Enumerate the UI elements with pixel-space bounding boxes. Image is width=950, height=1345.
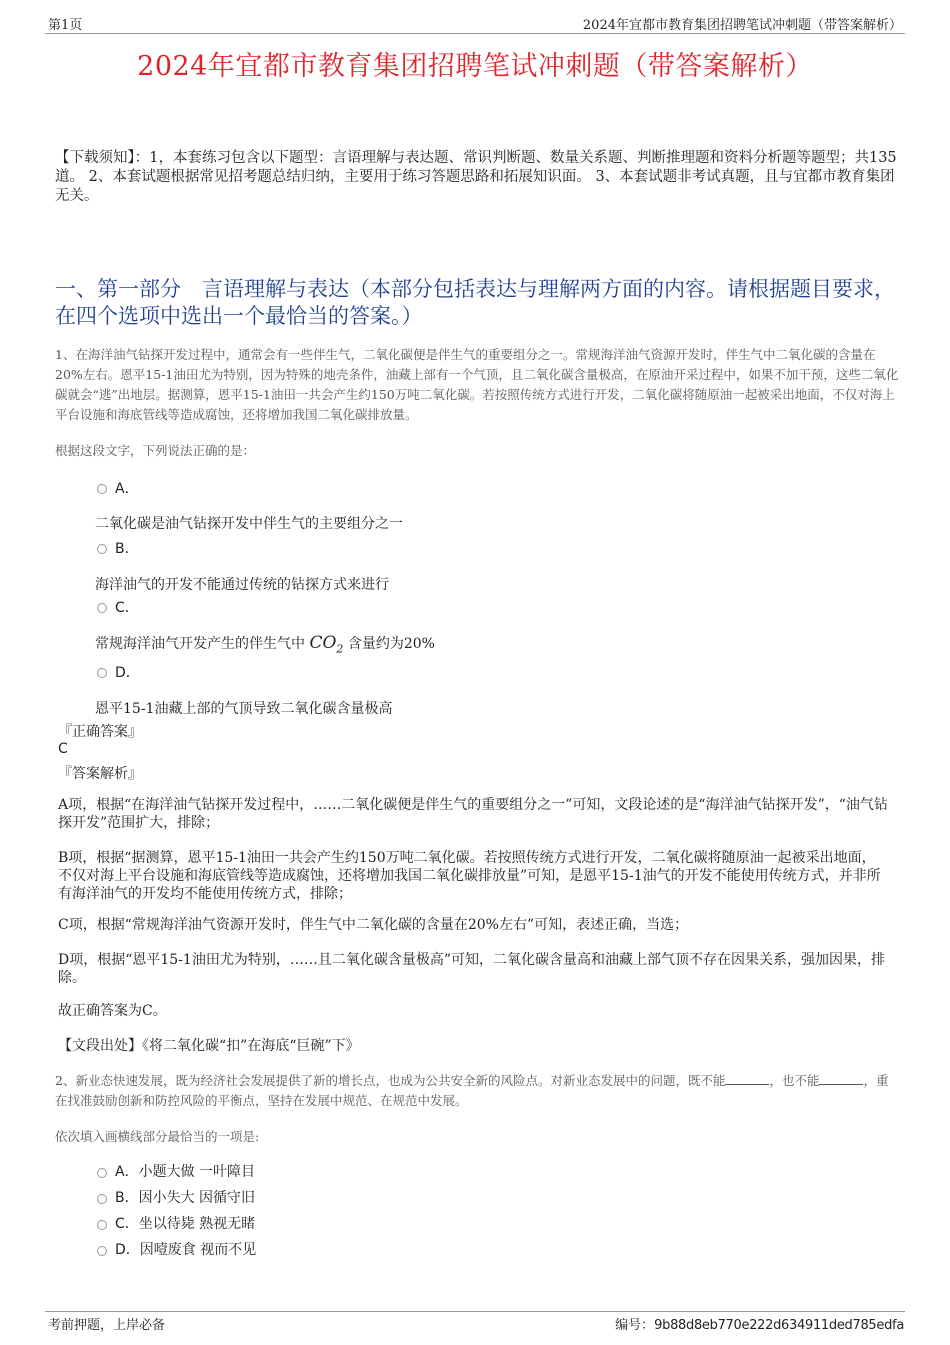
q2-option-d[interactable]: D．因噎废食 视而不见 bbox=[115, 1242, 257, 1258]
answer-heading: 『正确答案』 bbox=[58, 724, 142, 740]
option-d-label: D． bbox=[115, 665, 140, 681]
question-2-prompt: 依次填入画横线部分最恰当的一项是: bbox=[55, 1129, 260, 1144]
footer-divider bbox=[45, 1311, 905, 1312]
analysis-c: C项，根据“常规海洋油气资源开发时，伴生气中二氧化碳的含量在20%左右”可知，表述正确，当选； bbox=[58, 917, 689, 933]
option-d-text: 恩平15-1油藏上部的气顶导致二氧化碳含量极高 bbox=[95, 701, 393, 717]
analysis-heading: 『答案解析』 bbox=[58, 766, 142, 782]
option-a-label: A． bbox=[115, 481, 139, 497]
q2-option-c[interactable]: C．坐以待毙 熟视无睹 bbox=[115, 1216, 256, 1232]
co2-formula: $CO_2$ bbox=[309, 633, 344, 656]
option-a-radio[interactable] bbox=[97, 484, 107, 494]
option-c-text bbox=[95, 633, 435, 655]
q2-option-c-radio[interactable] bbox=[97, 1220, 107, 1230]
analysis-conclusion: 故正确答案为C。 bbox=[58, 1003, 167, 1019]
fill-blank-2 bbox=[819, 1072, 863, 1085]
q2-option-b-radio[interactable] bbox=[97, 1194, 107, 1204]
option-c-label: C． bbox=[115, 600, 139, 616]
download-notice: 【下载须知】：1，本套练习包含以下题型：言语理解与表达题、常识判断题、数量关系题、判断推理题和资料分析题等题型；共135道。 2、本套试题根据常见招考题总结归纳，主要用于练习答题思路和拓展知识面。 3、本套试题非考试真题，且与宜都市教育集团无关。 bbox=[55, 150, 897, 204]
analysis-d: D项，根据“恩平15-1油田尤为特别，……且二氧化碳含量极高”可知，二氧化碳含量高和油藏上部气顶不存在因果关系，强加因果，排除。 bbox=[58, 952, 885, 986]
header-divider bbox=[45, 33, 905, 34]
option-c-text-after: 含量约为20% bbox=[347, 636, 435, 652]
source-citation: 【文段出处】《将二氧化碳“扣”在海底“巨碗”下》 bbox=[58, 1038, 360, 1054]
option-b-radio[interactable] bbox=[97, 544, 107, 554]
option-c-radio[interactable] bbox=[97, 603, 107, 613]
analysis-a: A项，根据“在海洋油气钻探开发过程中，……二氧化碳便是伴生气的重要组分之一”可知，文段论述的是“海洋油气钻探开发”，“油气钻探开发”范围扩大，排除； bbox=[58, 797, 888, 831]
question-1-stem: 1、在海洋油气钻探开发过程中，通常会有一些伴生气，二氧化碳便是伴生气的重要组分之一。常规海洋油气资源开发时，伴生气中二氧化碳的含量在20%左右。恩平15-1油田尤为特别，因为特殊的地壳条件，油藏上部有一个气顶，且二氧化碳含量极高，在原油开采过程中，如果不加干预，这些二氧化碳就会“逃”出地层。据测算，恩平15-1油田一共会产生约150万吨二氧化碳。若按照传统方式进行开发，二氧化碳将随原油一起被采出地面，不仅对海上平台设施和海底管线等造成腐蚀，还将增加我国二氧化碳排放量。 bbox=[55, 347, 899, 422]
page-number: 第1页 bbox=[48, 18, 83, 33]
answer-value: C bbox=[58, 741, 68, 757]
option-a-text: 二氧化碳是油气钻探开发中伴生气的主要组分之一 bbox=[95, 516, 403, 532]
q2-option-b[interactable]: B．因小失大 因循守旧 bbox=[115, 1190, 256, 1206]
footer-slogan: 考前押题，上岸必备 bbox=[48, 1318, 166, 1333]
option-b-text: 海洋油气的开发不能通过传统的钻探方式来进行 bbox=[95, 577, 389, 593]
question-2-stem: 2、新业态快速发展，既为经济社会发展提供了新的增长点，也成为公共安全新的风险点。对新业态发展中的问题，既不能 ，也不能 ，重在找准鼓励创新和防控风险的平衡点，坚持在发展中规范、在规范中发展。 bbox=[55, 1073, 889, 1108]
section-heading: 一、第一部分 言语理解与表达（本部分包括表达与理解两方面的内容。请根据题目要求，在四个选项中选出一个最恰当的答案。） bbox=[55, 277, 895, 328]
option-b-label: B． bbox=[115, 541, 139, 557]
page-title: 2024年宜都市教育集团招聘笔试冲刺题（带答案解析） bbox=[137, 51, 813, 82]
fill-blank-1 bbox=[725, 1072, 769, 1085]
footer-serial: 编号：9b88d8eb770e222d634911ded785edfa bbox=[615, 1318, 904, 1333]
q2-option-a[interactable]: A．小题大做 一叶障目 bbox=[115, 1164, 256, 1180]
option-c-text-before: 常规海洋油气开发产生的伴生气中 bbox=[95, 636, 305, 652]
q2-option-a-radio[interactable] bbox=[97, 1168, 107, 1178]
q2-option-d-radio[interactable] bbox=[97, 1246, 107, 1256]
analysis-b: B项，根据“据测算，恩平15-1油田一共会产生约150万吨二氧化碳。若按照传统方式进行开发，二氧化碳将随原油一起被采出地面，不仅对海上平台设施和海底管线等造成腐蚀，还将增加我国二氧化碳排放量”可知，是恩平15-1油气的开发不能使用传统方式，并非所有海洋油气的开发均不能使用传统方式，排除； bbox=[58, 850, 881, 902]
header-doc-title: 2024年宜都市教育集团招聘笔试冲刺题（带答案解析） bbox=[582, 18, 902, 33]
question-1-prompt: 根据这段文字，下列说法正确的是： bbox=[55, 443, 256, 458]
option-d-radio[interactable] bbox=[97, 668, 107, 678]
